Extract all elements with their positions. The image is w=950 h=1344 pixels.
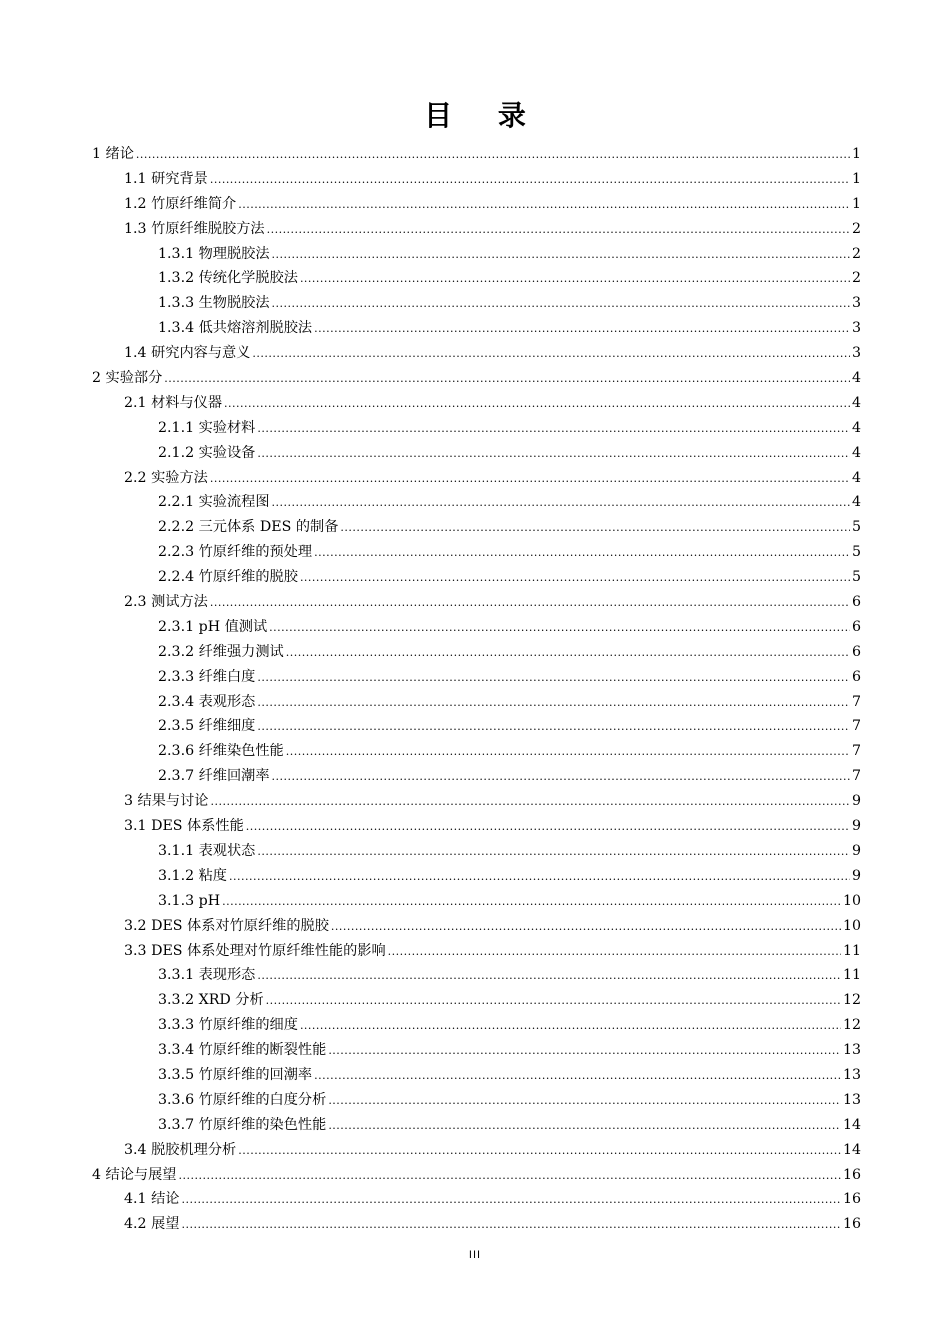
toc-entry-page-number: 6 [851,594,861,611]
toc-entry-page-number: 13 [842,1091,861,1108]
toc-entry-page-number: 1 [851,195,861,212]
toc-entry-page-number: 2 [851,270,861,287]
dot-leader [257,442,850,467]
toc-entry-page-number: 4 [851,370,861,387]
toc-entry[interactable] [92,1212,861,1237]
dot-leader [272,292,850,317]
toc-entry[interactable] [92,665,861,690]
dot-leader [266,989,841,1014]
toc-entry-title: 3.2 DES 体系对竹原纤维的脱胶 [124,917,329,934]
toc-entry-title: 2.2.1 实验流程图 [158,494,270,511]
toc-entry[interactable] [92,490,861,515]
toc-entry-title: 2.3.2 纤维强力测试 [158,643,284,660]
dot-leader [246,815,850,840]
dot-leader [300,267,850,292]
toc-entry-title: 2.3.5 纤维细度 [158,718,256,735]
dot-leader [388,940,841,965]
toc-entry-title: 3.1.1 表观状态 [158,842,256,859]
dot-leader [252,342,850,367]
toc-entry-title: 4.1 结论 [124,1191,180,1208]
toc-entry-title: 1.1 研究背景 [124,170,208,187]
toc-entry-page-number: 11 [842,942,861,959]
dot-leader [267,218,850,243]
toc-entry[interactable] [92,217,861,242]
toc-entry-page-number: 7 [851,693,861,710]
toc-entry-page-number: 4 [851,444,861,461]
toc-entry-title: 3.3.1 表现形态 [158,967,256,984]
dot-leader [340,516,850,541]
toc-entry-page-number: 1 [851,170,861,187]
toc-entry[interactable] [92,1113,861,1138]
toc-entry[interactable] [92,192,861,217]
toc-entry-page-number: 6 [851,668,861,685]
toc-entry-title: 2.2.3 竹原纤维的预处理 [158,544,313,561]
toc-entry-title: 3.1.3 pH [158,892,221,909]
toc-entry-page-number: 6 [851,618,861,635]
toc-entry-title: 4 结论与展望 [92,1166,177,1183]
toc-entry[interactable] [92,615,861,640]
dot-leader [257,715,850,740]
toc-entry[interactable] [92,391,861,416]
dot-leader [314,1064,841,1089]
toc-entry-title: 2 实验部分 [92,370,163,387]
page-number: III [468,1249,482,1261]
toc-entry-page-number: 13 [842,1042,861,1059]
toc-entry-title: 3.3.5 竹原纤维的回潮率 [158,1066,313,1083]
toc-entry-title: 2.3 测试方法 [124,594,208,611]
toc-entry[interactable] [92,416,861,441]
toc-entry-page-number: 4 [851,394,861,411]
toc-entry-page-number: 9 [851,842,861,859]
dot-leader [300,1014,841,1039]
toc-entry-page-number: 10 [842,917,861,934]
toc-entry[interactable] [92,167,861,192]
dot-leader [210,790,849,815]
dot-leader [257,691,850,716]
toc-entry-page-number: 12 [842,1017,861,1034]
toc-entry-title: 1.3.4 低共熔溶剂脱胶法 [158,320,313,337]
dot-leader [257,964,841,989]
dot-leader [238,1139,841,1164]
toc-entry[interactable] [92,242,861,267]
toc-entry[interactable] [92,515,861,540]
toc-entry-page-number: 14 [842,1141,861,1158]
toc-entry[interactable] [92,739,861,764]
toc-entry[interactable] [92,789,861,814]
toc-entry-page-number: 16 [842,1191,861,1208]
toc-entry-title: 2.3.6 纤维染色性能 [158,743,284,760]
dot-leader [164,367,850,392]
table-of-contents [92,142,861,1237]
toc-entry-page-number: 7 [851,718,861,735]
dot-leader [178,1164,840,1189]
toc-entry-page-number: 10 [842,892,861,909]
toc-entry[interactable] [92,341,861,366]
toc-entry-title: 3 结果与讨论 [124,793,209,810]
toc-entry[interactable] [92,565,861,590]
toc-entry-title: 3.1 DES 体系性能 [124,818,244,835]
toc-entry-page-number: 4 [851,469,861,486]
toc-entry-title: 1.3.3 生物脱胶法 [158,295,270,312]
toc-entry-page-number: 6 [851,643,861,660]
toc-entry[interactable] [92,1013,861,1038]
toc-entry-page-number: 3 [851,345,861,362]
toc-entry-page-number: 2 [851,245,861,262]
toc-entry-title: 3.3.2 XRD 分析 [158,992,264,1009]
dot-leader [257,666,850,691]
dot-leader [210,591,850,616]
dot-leader [286,641,850,666]
toc-entry-title: 3.3.6 竹原纤维的白度分析 [158,1091,327,1108]
dot-leader [229,865,850,890]
toc-entry-page-number: 3 [851,295,861,312]
dot-leader [286,740,850,765]
toc-entry-page-number: 9 [851,867,861,884]
dot-leader [238,193,850,218]
toc-entry-page-number: 5 [851,544,861,561]
toc-entry[interactable] [92,142,861,167]
dot-leader [272,243,850,268]
toc-entry-title: 1.4 研究内容与意义 [124,345,251,362]
toc-entry-page-number: 3 [851,320,861,337]
toc-entry[interactable] [92,764,861,789]
toc-entry-title: 1.3.2 传统化学脱胶法 [158,270,298,287]
toc-entry-title: 3.3.3 竹原纤维的细度 [158,1017,298,1034]
dot-leader [222,890,841,915]
toc-entry[interactable] [92,640,861,665]
toc-entry-title: 1 绪论 [92,146,134,162]
toc-entry[interactable] [92,441,861,466]
toc-entry-page-number: 12 [842,992,861,1009]
dot-leader [181,1188,840,1213]
toc-entry-page-number: 7 [851,743,861,760]
toc-entry-page-number: 9 [851,818,861,835]
toc-entry-page-number: 4 [851,419,861,436]
dot-leader [210,467,850,492]
toc-entry-title: 2.1 材料与仪器 [124,394,223,411]
toc-entry[interactable] [92,889,861,914]
toc-entry-title: 2.1.2 实验设备 [158,444,256,461]
toc-entry-page-number: 14 [842,1116,861,1133]
toc-entry-title: 2.3.1 pH 值测试 [158,618,268,635]
dot-leader [181,1213,840,1238]
toc-entry[interactable] [92,1138,861,1163]
toc-entry[interactable] [92,714,861,739]
toc-entry[interactable] [92,590,861,615]
toc-entry-page-number: 9 [851,793,861,810]
toc-entry[interactable] [92,1088,861,1113]
dot-leader [210,168,850,193]
toc-entry-title: 3.3.4 竹原纤维的断裂性能 [158,1042,327,1059]
toc-entry-page-number: 16 [842,1166,861,1183]
toc-entry-title: 2.2.2 三元体系 DES 的制备 [158,519,339,536]
toc-entry[interactable] [92,939,861,964]
toc-entry[interactable] [92,839,861,864]
toc-entry[interactable] [92,1187,861,1212]
toc-entry[interactable] [92,1038,861,1063]
toc-entry-title: 3.3.7 竹原纤维的染色性能 [158,1116,327,1133]
toc-entry[interactable] [92,690,861,715]
toc-entry[interactable] [92,291,861,316]
toc-entry[interactable] [92,914,861,939]
toc-entry[interactable] [92,1063,861,1088]
toc-entry-title: 2.3.4 表观形态 [158,693,256,710]
toc-entry[interactable] [92,988,861,1013]
dot-leader [224,392,850,417]
toc-entry[interactable] [92,814,861,839]
toc-entry-title: 1.2 竹原纤维简介 [124,195,237,212]
dot-leader [328,1114,841,1139]
toc-entry-title: 3.1.2 粘度 [158,867,227,884]
toc-entry[interactable] [92,1163,861,1188]
toc-entry[interactable] [92,316,861,341]
toc-entry-title: 1.3 竹原纤维脱胶方法 [124,220,265,237]
toc-entry-title: 2.2 实验方法 [124,469,208,486]
toc-entry-title: 2.3.3 纤维白度 [158,668,256,685]
dot-leader [328,1089,841,1114]
page-title: 目 录 [424,99,544,132]
toc-entry-page-number: 11 [842,967,861,984]
toc-entry-title: 2.3.7 纤维回潮率 [158,768,270,785]
toc-entry-title: 2.1.1 实验材料 [158,419,256,436]
dot-leader [272,765,850,790]
dot-leader [136,143,850,168]
toc-entry-page-number: 5 [851,569,861,586]
dot-leader [314,317,850,342]
dot-leader [331,915,841,940]
toc-entry-page-number: 16 [842,1216,861,1233]
dot-leader [257,840,850,865]
dot-leader [257,417,850,442]
toc-entry-page-number: 13 [842,1066,861,1083]
dot-leader [269,616,850,641]
toc-entry-page-number: 2 [851,220,861,237]
toc-entry-page-number: 5 [851,519,861,536]
toc-entry[interactable] [92,466,861,491]
dot-leader [328,1039,841,1064]
toc-entry[interactable] [92,366,861,391]
toc-entry-title: 2.2.4 竹原纤维的脱胶 [158,569,298,586]
toc-entry-title: 3.4 脱胶机理分析 [124,1141,237,1158]
toc-entry-title: 3.3 DES 体系处理对竹原纤维性能的影响 [124,942,386,959]
dot-leader [272,491,850,516]
toc-entry-title: 4.2 展望 [124,1216,180,1233]
toc-entry-title: 1.3.1 物理脱胶法 [158,245,270,262]
toc-entry-page-number: 4 [851,494,861,511]
toc-entry[interactable] [92,266,861,291]
dot-leader [300,566,850,591]
dot-leader [314,541,850,566]
toc-entry-page-number: 1 [851,146,861,162]
toc-entry-page-number: 7 [851,768,861,785]
toc-entry[interactable] [92,864,861,889]
toc-entry[interactable] [92,540,861,565]
toc-entry[interactable] [92,963,861,988]
